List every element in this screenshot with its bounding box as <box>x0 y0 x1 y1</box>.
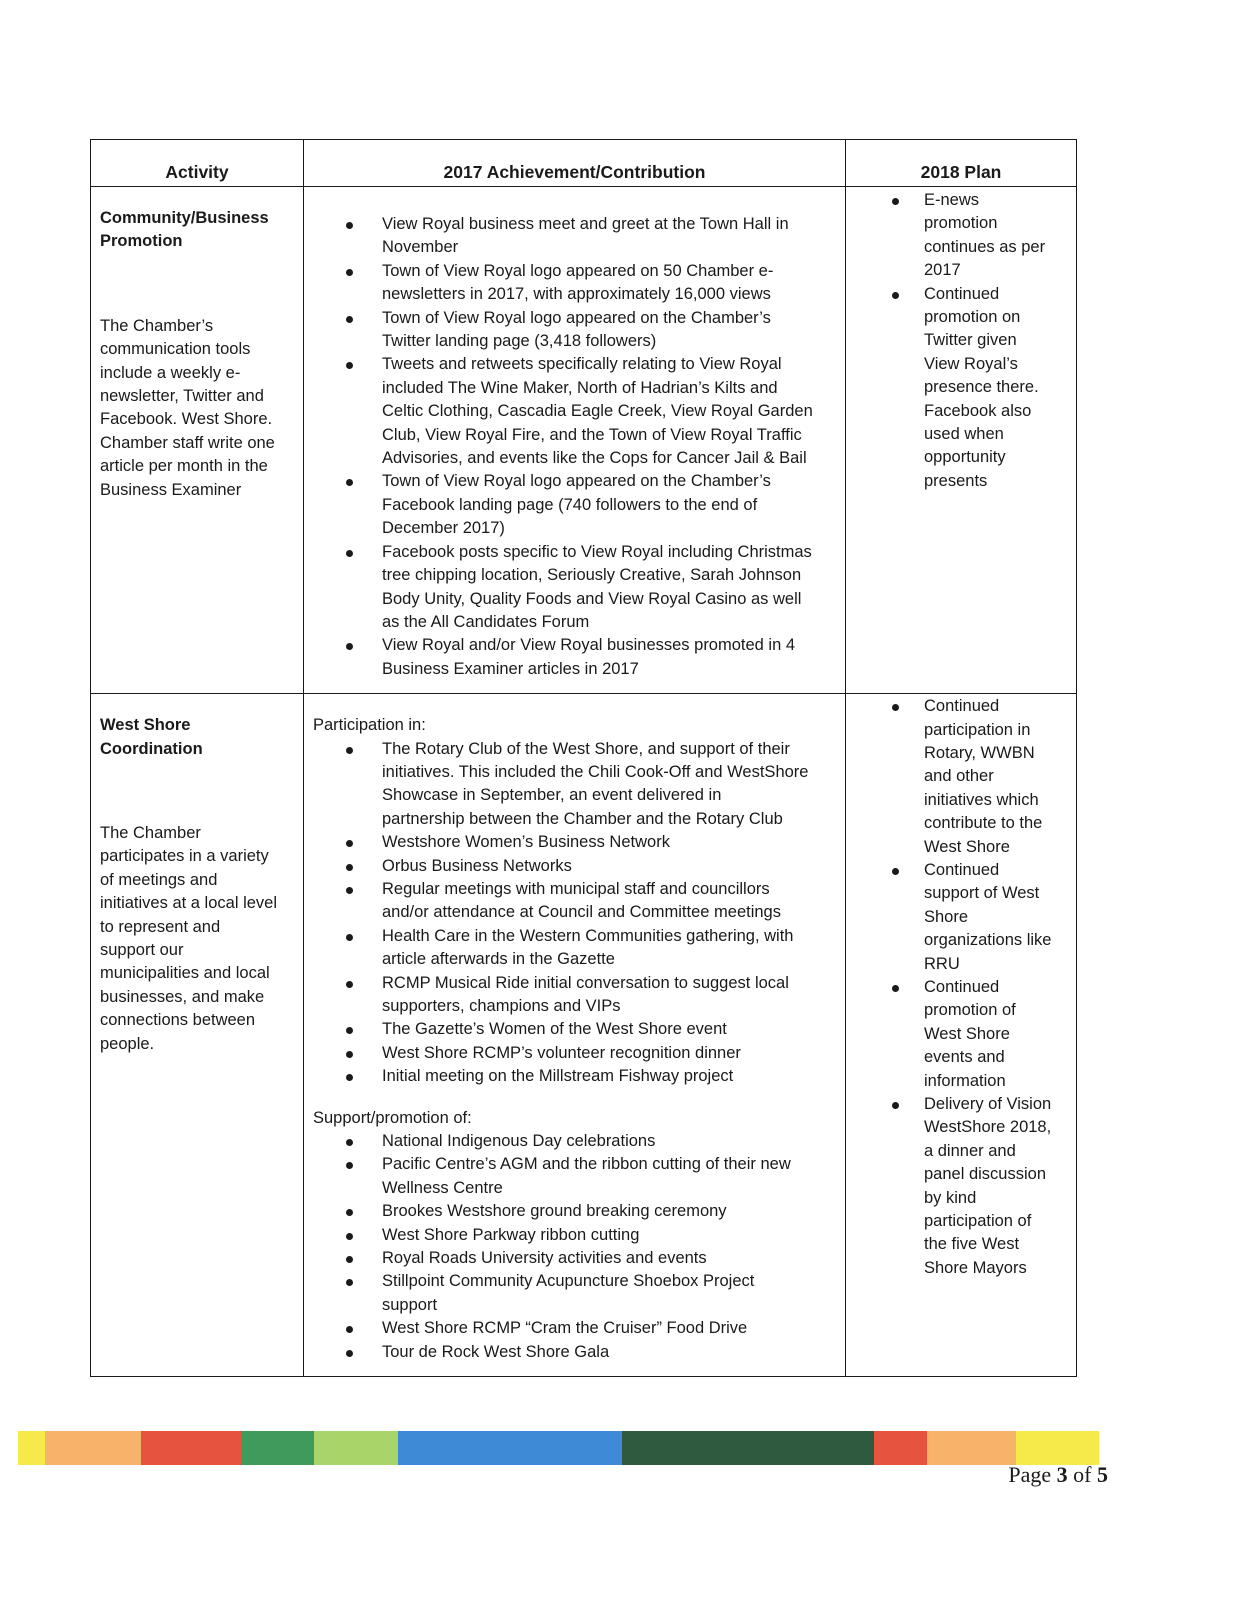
bullet-icon <box>346 222 353 229</box>
list-item <box>313 353 835 470</box>
list-item-line: Business Examiner articles in 2017 <box>382 659 639 678</box>
text-line: people. <box>100 1034 155 1053</box>
list-item-line: tree chipping location, Seriously Creative, Sarah Johnson <box>382 566 802 585</box>
list-item <box>313 213 835 260</box>
list-item <box>313 260 835 307</box>
color-band-segment <box>1016 1431 1099 1465</box>
list-item-line: Delivery of Vision <box>924 1095 1052 1114</box>
bullet-icon <box>346 887 353 894</box>
bullet-icon <box>346 1162 353 1169</box>
text-line: businesses, and make <box>100 987 265 1006</box>
list-item-line: RCMP Musical Ride initial conversation to suggest local <box>382 973 789 992</box>
bullet-icon <box>346 1233 353 1240</box>
list-item-line: Continued <box>924 697 1000 716</box>
text-line: Business Examiner <box>100 480 242 499</box>
text-line: participates in a variety <box>100 847 269 866</box>
list-item <box>313 1341 835 1364</box>
list-item <box>313 738 835 832</box>
list-item-line: Town of View Royal logo appeared on the Chamber’s <box>382 472 771 491</box>
activity-cell <box>91 694 304 1377</box>
list-item-line: and/or attendance at Council and Committee meetings <box>382 903 781 922</box>
list-item-line: RRU <box>924 954 960 973</box>
list-item <box>313 831 835 854</box>
plan-list <box>854 189 1070 493</box>
list-item-line: support of West <box>924 884 1040 903</box>
list-item-line: Town of View Royal logo appeared on the Chamber’s <box>382 308 771 327</box>
list-item-line: Westshore Women’s Business Network <box>382 833 670 852</box>
header-activity: Activity <box>91 140 304 187</box>
text-line: connections between <box>100 1011 256 1030</box>
list-item-line: continues as per <box>924 237 1046 256</box>
list-item-line: Twitter given <box>924 331 1017 350</box>
list-item-line: Wellness Centre <box>382 1178 503 1197</box>
bullet-icon <box>346 316 353 323</box>
bullet-icon <box>892 704 899 711</box>
list-item <box>854 859 1070 976</box>
list-item-line: West Shore Parkway ribbon cutting <box>382 1225 640 1244</box>
text-line: communication tools <box>100 340 251 359</box>
bullet-icon <box>346 1139 353 1146</box>
list-item-line: The Gazette’s Women of the West Shore event <box>382 1020 727 1039</box>
text-line: initiatives at a local level <box>100 894 278 913</box>
list-item-line: opportunity <box>924 448 1006 467</box>
bullet-icon <box>346 747 353 754</box>
list-item-line: Body Unity, Quality Foods and View Royal Casino as well <box>382 589 802 608</box>
list-item-line: by kind <box>924 1188 977 1207</box>
list-item-line: the five West <box>924 1235 1020 1254</box>
text-line: municipalities and local <box>100 964 270 983</box>
list-item-line: Pacific Centre’s AGM and the ribbon cutting of their new <box>382 1155 791 1174</box>
color-band-segment <box>927 1431 1016 1465</box>
footer-color-band <box>18 1431 1099 1465</box>
text-line: Chamber staff write one <box>100 433 275 452</box>
list-item-line: Showcase in September, an event delivered in <box>382 786 722 805</box>
list-item <box>313 1018 835 1041</box>
activity-description <box>100 822 295 1056</box>
list-item-line: Continued <box>924 284 1000 303</box>
list-item <box>313 307 835 354</box>
list-item-line: The Rotary Club of the West Shore, and support of their <box>382 739 790 758</box>
list-item-line: Twitter landing page (3,418 followers) <box>382 332 657 351</box>
bullet-icon <box>346 1350 353 1357</box>
list-item-line: 2017 <box>924 261 961 280</box>
bullet-icon <box>346 840 353 847</box>
plan-cell <box>846 187 1077 694</box>
plan-cell <box>846 694 1077 1377</box>
list-item-line: West Shore <box>924 837 1010 856</box>
list-item <box>313 1317 835 1340</box>
list-item-line: Facebook landing page (740 followers to the end of <box>382 495 758 514</box>
list-item-line: initiatives which <box>924 790 1039 809</box>
list-item-line: promotion <box>924 214 998 233</box>
list-item-line: View Royal and/or View Royal businesses promoted in 4 <box>382 636 796 655</box>
bullet-icon <box>346 981 353 988</box>
list-item-line: View Royal business meet and greet at the Town Hall in <box>382 215 789 233</box>
achievement-cell <box>304 694 846 1377</box>
bullet-icon <box>346 269 353 276</box>
list-item-line: View Royal’s <box>924 354 1018 373</box>
table-header-row <box>91 140 1077 187</box>
table-row <box>91 694 1077 1377</box>
list-item-line: promotion of <box>924 1001 1016 1020</box>
list-item-line: E-news <box>924 191 980 209</box>
list-item-line: included The Wine Maker, North of Hadrian’s Kilts and <box>382 378 778 397</box>
list-item-line: Rotary, WWBN <box>924 743 1035 762</box>
text-line: newsletter, Twitter and <box>100 387 264 406</box>
list-item-line: West Shore RCMP “Cram the Cruiser” Food Drive <box>382 1319 748 1338</box>
list-item-line: organizations like <box>924 931 1052 950</box>
bullet-icon <box>346 362 353 369</box>
text-line: support our <box>100 940 184 959</box>
bullet-icon <box>346 1027 353 1034</box>
list-item <box>313 1130 835 1153</box>
list-item-line: Regular meetings with municipal staff and councillors <box>382 879 770 898</box>
list-item <box>313 972 835 1019</box>
list-item-line: support <box>382 1295 438 1314</box>
text-line: include a weekly e- <box>100 363 241 382</box>
list-item-line: Celtic Clothing, Cascadia Eagle Creek, View Royal Garden <box>382 402 813 421</box>
plan-list <box>854 695 1070 1280</box>
list-item <box>313 634 835 681</box>
list-item-line: West Shore <box>924 1024 1010 1043</box>
text-line: The Chamber <box>100 823 201 842</box>
header-achievement: 2017 Achievement/Contribution <box>304 140 846 187</box>
list-item-line: presents <box>924 471 988 490</box>
list-item <box>854 189 1070 283</box>
list-item <box>313 1153 835 1200</box>
text-line: Facebook. West Shore. <box>100 410 273 429</box>
list-item-line: participation in <box>924 720 1031 739</box>
list-item-line: information <box>924 1071 1006 1090</box>
text-line: article per month in the <box>100 457 268 476</box>
list-item-line: panel discussion <box>924 1165 1046 1184</box>
list-item-line: Orbus Business Networks <box>382 856 572 875</box>
list-item-line: Tour de Rock West Shore Gala <box>382 1342 610 1361</box>
list-item-line: December 2017) <box>382 519 505 538</box>
list-item <box>313 1224 835 1247</box>
table-row <box>91 187 1077 694</box>
bullet-icon <box>346 1279 353 1286</box>
list-item-line: Shore Mayors <box>924 1258 1027 1277</box>
support-list <box>313 1130 835 1364</box>
list-item-line: West Shore RCMP’s volunteer recognition dinner <box>382 1043 741 1062</box>
participation-label: Participation in: <box>313 716 426 735</box>
list-item-line: Initial meeting on the Millstream Fishway project <box>382 1067 734 1086</box>
color-band-segment <box>45 1431 141 1465</box>
list-item-line: initiatives. This included the Chili Cook-Off and WestShore <box>382 762 809 781</box>
bullet-icon <box>892 985 899 992</box>
list-item <box>313 541 835 635</box>
list-item-line: Advisories, and events like the Cops for Cancer Jail & Bail <box>382 449 807 468</box>
list-item-line: Continued <box>924 978 1000 996</box>
bullet-icon <box>346 1209 353 1216</box>
list-item-line: Town of View Royal logo appeared on 50 Chamber e- <box>382 261 774 280</box>
color-band-segment <box>398 1431 622 1465</box>
list-item-line: presence there. <box>924 378 1039 397</box>
activity-cell <box>91 187 304 694</box>
activity-table <box>90 139 1077 1377</box>
list-item-line: events and <box>924 1048 1005 1067</box>
list-item <box>313 1247 835 1270</box>
list-item-line: contribute to the <box>924 814 1043 833</box>
list-item-line: Club, View Royal Fire, and the Town of View Royal Traffic <box>382 425 802 444</box>
color-band-segment <box>18 1431 45 1465</box>
bullet-icon <box>346 1074 353 1081</box>
list-item <box>854 976 1070 1093</box>
list-item <box>854 283 1070 494</box>
list-item-line: WestShore 2018, <box>924 1118 1052 1137</box>
color-band-segment <box>241 1431 314 1465</box>
bullet-icon <box>346 1256 353 1263</box>
participation-list <box>313 738 835 1089</box>
list-item <box>313 1042 835 1065</box>
bullet-icon <box>892 292 899 299</box>
list-item-line: Royal Roads University activities and events <box>382 1249 707 1268</box>
bullet-icon <box>346 934 353 941</box>
support-label: Support/promotion of: <box>313 1108 472 1127</box>
bullet-icon <box>892 1102 899 1109</box>
list-item-line: Health Care in the Western Communities gathering, with <box>382 926 794 945</box>
list-item <box>854 695 1070 859</box>
bullet-icon <box>892 868 899 875</box>
bullet-icon <box>892 198 899 205</box>
text-line: of meetings and <box>100 870 218 889</box>
list-item-line: Tweets and retweets specifically relating to View Royal <box>382 355 782 374</box>
list-item <box>313 878 835 925</box>
list-item-line: November <box>382 238 459 257</box>
color-band-segment <box>314 1431 398 1465</box>
list-item-line: Shore <box>924 907 969 926</box>
bullet-icon <box>346 479 353 486</box>
color-band-segment <box>874 1431 927 1465</box>
list-item-line: and other <box>924 767 994 786</box>
list-item <box>313 470 835 540</box>
page-number: Page 3 of 5 <box>1008 1462 1108 1487</box>
bullet-icon <box>346 1326 353 1333</box>
list-item-line: newsletters in 2017, with approximately 16,000 views <box>382 285 771 304</box>
list-item-line: a dinner and <box>924 1141 1016 1160</box>
color-band-segment <box>622 1431 874 1465</box>
activity-description <box>100 315 295 502</box>
header-plan: 2018 Plan <box>846 140 1077 187</box>
bullet-icon <box>346 1051 353 1058</box>
list-item-line: as the All Candidates Forum <box>382 612 590 631</box>
activity-title: Community/Business Promotion <box>100 209 269 251</box>
list-item <box>313 855 835 878</box>
list-item-line: Continued <box>924 860 1000 879</box>
list-item-line: article afterwards in the Gazette <box>382 950 615 969</box>
text-line: The Chamber’s <box>100 316 214 335</box>
list-item-line: National Indigenous Day celebrations <box>382 1132 656 1151</box>
list-item <box>854 1093 1070 1280</box>
list-item-line: promotion on <box>924 308 1021 327</box>
activity-title: West Shore Coordination <box>100 716 203 758</box>
list-item <box>313 1270 835 1317</box>
list-item-line: Brookes Westshore ground breaking ceremony <box>382 1202 727 1221</box>
list-item-line: Stillpoint Community Acupuncture Shoebox Project <box>382 1272 755 1291</box>
text-line: to represent and <box>100 917 221 936</box>
achievement-list <box>313 213 835 681</box>
bullet-icon <box>346 643 353 650</box>
list-item-line: participation of <box>924 1212 1032 1231</box>
list-item-line: used when <box>924 425 1004 444</box>
color-band-segment <box>141 1431 241 1465</box>
list-item-line: supporters, champions and VIPs <box>382 997 621 1015</box>
list-item-line: Facebook also <box>924 401 1032 420</box>
list-item <box>313 1200 835 1223</box>
list-item-line: Facebook posts specific to View Royal including Christmas <box>382 542 812 561</box>
list-item <box>313 925 835 972</box>
bullet-icon <box>346 550 353 557</box>
bullet-icon <box>346 864 353 871</box>
achievement-cell <box>304 187 846 694</box>
list-item-line: partnership between the Chamber and the Rotary Club <box>382 809 783 828</box>
list-item <box>313 1065 835 1088</box>
